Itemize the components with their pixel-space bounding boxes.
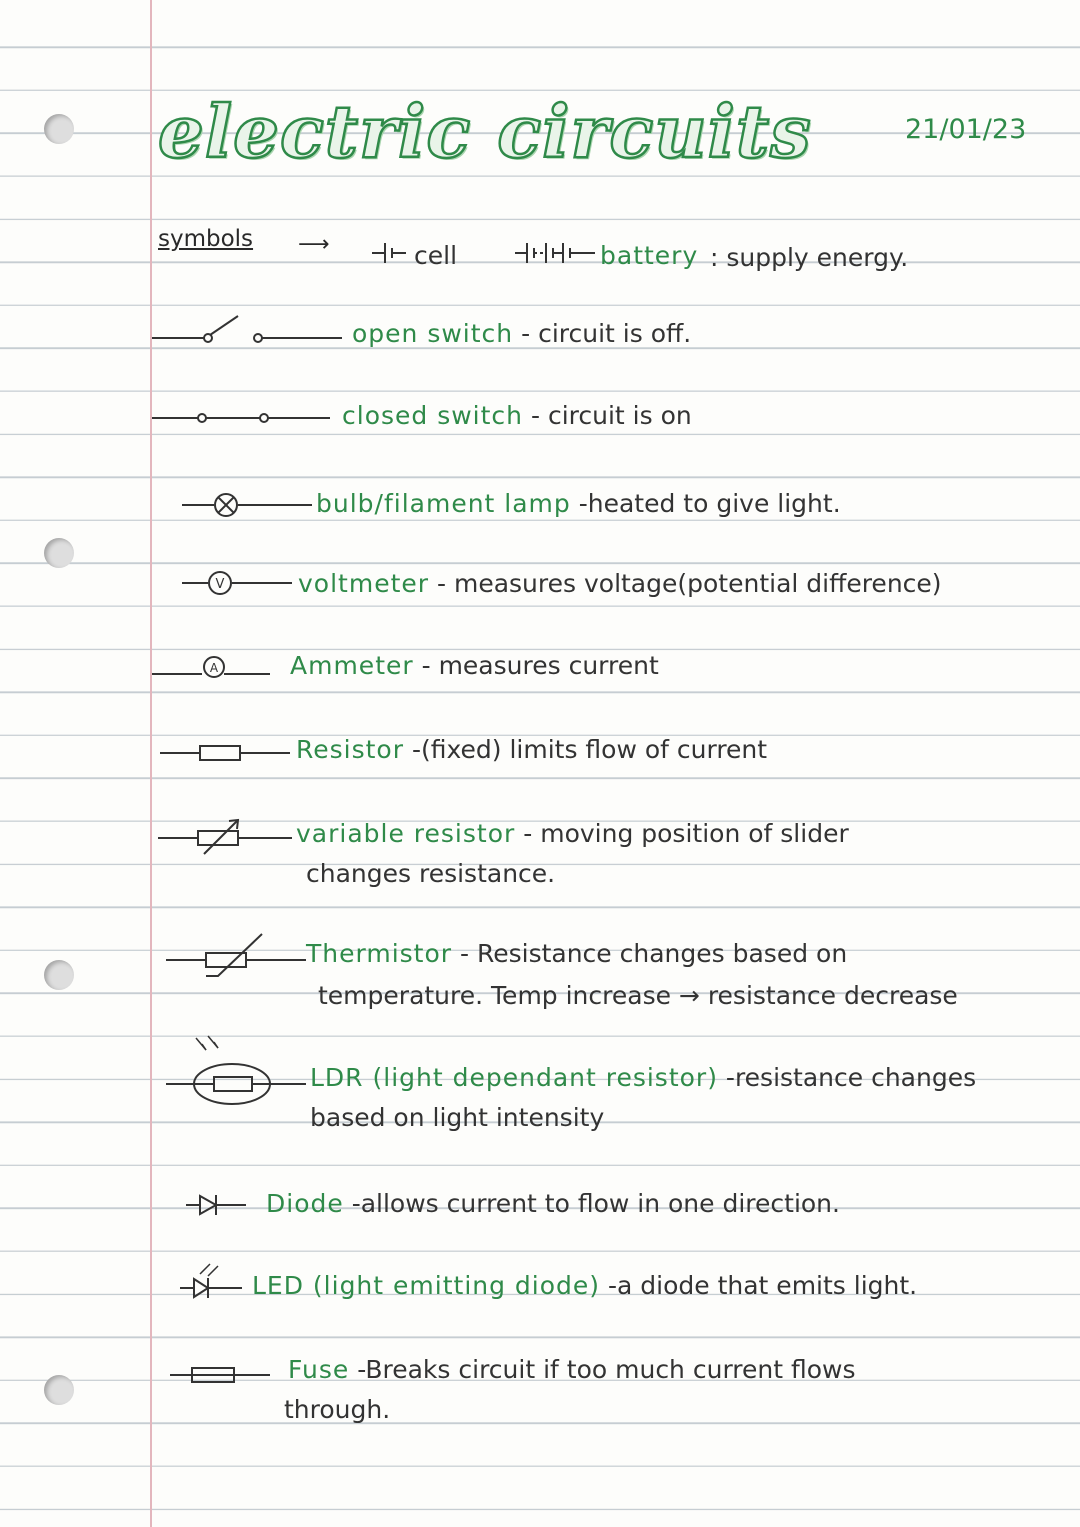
item-desc: - circuit is on xyxy=(530,401,692,430)
cell-label: cell xyxy=(414,241,458,270)
item-name: Resistor xyxy=(296,735,404,764)
item-name: open switch xyxy=(352,319,514,348)
item-desc: -Breaks circuit if too much current flows xyxy=(357,1355,856,1384)
punch-hole xyxy=(44,114,74,144)
svg-text:V: V xyxy=(215,577,225,592)
symbols-heading: symbols xyxy=(158,226,254,252)
battery-label: battery xyxy=(600,241,699,270)
item-desc-continued: through. xyxy=(284,1395,391,1424)
battery-symbol-icon xyxy=(515,240,595,266)
led-icon xyxy=(180,1262,250,1302)
item-name: LED (light emitting diode) xyxy=(252,1271,601,1300)
item-name: Diode xyxy=(266,1189,344,1218)
punch-hole xyxy=(44,960,74,990)
item-desc: -(fixed) limits flow of current xyxy=(411,735,768,764)
item-name: bulb/filament lamp xyxy=(316,489,571,518)
item-desc: -resistance changes xyxy=(725,1063,977,1092)
fuse-icon xyxy=(170,1360,280,1390)
page-title: electric circuits xyxy=(158,89,812,174)
punch-hole xyxy=(44,1375,74,1405)
ammeter-icon xyxy=(152,652,286,682)
open-switch-icon xyxy=(152,314,342,348)
item-name: Fuse xyxy=(288,1355,350,1384)
thermistor-icon xyxy=(166,932,306,978)
item-desc: - measures current xyxy=(421,651,659,680)
voltmeter-icon xyxy=(182,568,292,598)
item-desc: - circuit is off. xyxy=(521,319,692,348)
item-desc: - Resistance changes based on xyxy=(460,939,848,968)
item-desc: -allows current to flow in one direction. xyxy=(351,1189,840,1218)
item-desc-continued: temperature. Temp increase → resistance decrease xyxy=(318,981,958,1010)
item-name: voltmeter xyxy=(298,569,430,598)
item-desc: - measures voltage(potential difference) xyxy=(437,569,942,598)
battery-note: : supply energy. xyxy=(710,243,909,272)
arrow-icon: ⟶ xyxy=(298,232,330,257)
item-name: LDR (light dependant resistor) xyxy=(310,1063,718,1092)
item-desc-continued: changes resistance. xyxy=(306,859,556,888)
closed-switch-icon xyxy=(152,404,330,432)
variable-resistor-icon xyxy=(158,816,292,856)
resistor-icon xyxy=(160,738,290,768)
item-name: variable resistor xyxy=(296,819,516,848)
bulb-icon xyxy=(182,490,312,520)
item-name: Ammeter xyxy=(290,651,414,680)
item-desc: - moving position of slider xyxy=(523,819,849,848)
item-name: Thermistor xyxy=(306,939,453,968)
margin-line xyxy=(150,0,152,1527)
item-desc-continued: based on light intensity xyxy=(310,1103,605,1132)
punch-hole xyxy=(44,538,74,568)
ldr-icon xyxy=(166,1034,306,1108)
date: 21/01/23 xyxy=(905,114,1027,145)
item-desc: -a diode that emits light. xyxy=(608,1271,918,1300)
item-desc: -heated to give light. xyxy=(578,489,841,518)
item-name: closed switch xyxy=(342,401,524,430)
svg-text:A: A xyxy=(209,661,219,675)
diode-icon xyxy=(186,1190,260,1220)
cell-symbol-icon xyxy=(372,240,406,266)
